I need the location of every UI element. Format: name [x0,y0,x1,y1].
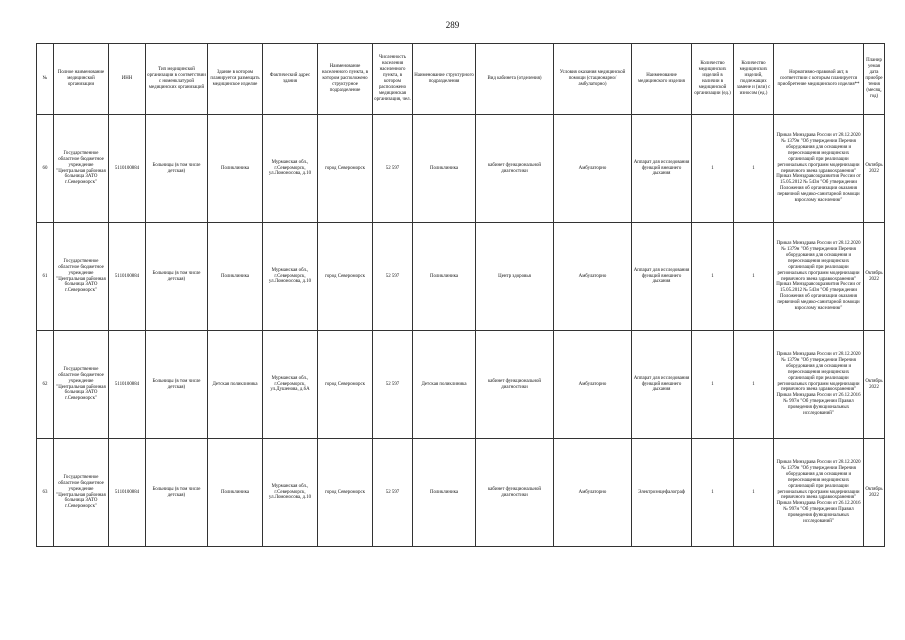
column-header-division: Наименование структурного подразделения [413,44,476,115]
cell-to-replace: 1 [734,439,774,547]
cell-type: Больницы (в том числе детская) [146,331,208,439]
cell-population: 52 597 [373,115,413,223]
column-header-building: Здание в котором планируется размещать медицинское изделие [208,44,263,115]
column-header-purchase-date: Планируемая дата приобретения (месяц, год) [864,44,885,115]
cell-inn: 5110100884 [109,223,146,331]
column-header-cabinet: Вид кабинета (отделения) [476,44,554,115]
cell-num: 61 [37,223,54,331]
cell-building: Поликлиника [208,115,263,223]
cell-address: Мурманская обл., г.Североморск, ул.Душенова, д.6А [263,331,318,439]
cell-to-replace: 1 [734,223,774,331]
cell-building: Поликлиника [208,223,263,331]
cell-division: Поликлиника [413,115,476,223]
cell-org: Государственное областное бюджетное учреждение "Центральная районная больница ЗАТО г.Североморск" [54,439,109,547]
table-row [37,223,885,331]
column-header-inn: ИНН [109,44,146,115]
cell-address: Мурманская обл., г.Североморск, ул.Ломоносова, д.10 [263,439,318,547]
cell-address: Мурманская обл., г.Североморск, ул.Ломоносова, д.10 [263,223,318,331]
cell-legal: Приказ Минздрава России от 28.12.2020 № 1379н "Об утверждении Перечня оборудования для оснащения и переоснащения медицинских организаций при реализации региональных программ модернизации первичного звена здравоохранения" Приказ Минздравсоцразвития России от 15.05.2012 № 543н "Об утверждении Положения об организации оказания первичной медико-санитарной помощи взрослому населению" [774,223,864,331]
cell-cabinet: кабинет функциональной диагностики [476,115,554,223]
cell-address: Мурманская обл., г.Североморск, ул.Ломоносова, д.10 [263,115,318,223]
cell-division: Детская поликлиника [413,331,476,439]
cell-legal: Приказ Минздрава России от 28.12.2020 № 1379н "Об утверждении Перечня оборудования для оснащения и переоснащения медицинских организаций при реализации региональных программ модернизации первичного звена здравоохранения" Приказ Минздрава России от 26.12.2016 № 997н "Об утверждении Правил проведения функциональных исследований" [774,439,864,547]
cell-building: Поликлиника [208,439,263,547]
cell-type: Больницы (в том числе детская) [146,439,208,547]
cell-conditions: Амбулаторно [554,223,632,331]
table-body [37,115,885,547]
cell-inn: 5110100884 [109,331,146,439]
cell-org: Государственное областное бюджетное учреждение "Центральная районная больница ЗАТО г.Североморск" [54,115,109,223]
cell-num: 62 [37,331,54,439]
cell-legal: Приказ Минздрава России от 28.12.2020 № 1379н "Об утверждении Перечня оборудования для оснащения и переоснащения медицинских организаций при реализации региональных программ модернизации первичного звена здравоохранения" Приказ Минздравсоцразвития России от 15.05.2012 № 543н "Об утверждении Положения об организации оказания первичной медико-санитарной помощи взрослому населению" [774,115,864,223]
table-row [37,439,885,547]
cell-legal: Приказ Минздрава России от 28.12.2020 № 1379н "Об утверждении Перечня оборудования для оснащения и переоснащения медицинских организаций при реализации региональных программ модернизации первичного звена здравоохранения" Приказ Минздрава России от 26.12.2016 № 997н "Об утверждении Правил проведения функциональных исследований" [774,331,864,439]
cell-device: Аппарат для исследования функций внешнего дыхания [632,331,692,439]
column-header-in-stock: Количество медицинских изделий в наличии в медицинской организации (ед.) [692,44,734,115]
cell-locality: город Североморск [318,331,373,439]
column-header-device: Наименование медицинского изделия [632,44,692,115]
cell-date: Октябрь 2022 [864,223,885,331]
cell-device: Аппарат для исследования функций внешнего дыхания [632,223,692,331]
cell-num: 60 [37,115,54,223]
cell-conditions: Амбулаторно [554,115,632,223]
cell-building: Детская поликлиника [208,331,263,439]
cell-org: Государственное областное бюджетное учреждение "Центральная районная больница ЗАТО г.Североморск" [54,331,109,439]
cell-num: 63 [37,439,54,547]
table-row [37,115,885,223]
column-header-address: Фактический адрес здания [263,44,318,115]
cell-type: Больницы (в том числе детская) [146,115,208,223]
cell-division: Поликлиника [413,439,476,547]
cell-division: Поликлиника [413,223,476,331]
cell-type: Больницы (в том числе детская) [146,223,208,331]
cell-in-stock: 1 [692,439,734,547]
cell-population: 52 597 [373,331,413,439]
column-header-to-replace: Количество медицинских изделий, подлежащих замене и (или) с износом (ед.) [734,44,774,115]
cell-to-replace: 1 [734,331,774,439]
cell-cabinet: кабинет функциональной диагностики [476,439,554,547]
cell-org: Государственное областное бюджетное учреждение "Центральная районная больница ЗАТО г.Североморск" [54,223,109,331]
cell-in-stock: 1 [692,223,734,331]
cell-inn: 5110100884 [109,439,146,547]
column-header-locality: Наименование населенного пункта, в котором расположено структурное подразделение [318,44,373,115]
cell-population: 52 597 [373,223,413,331]
column-header-conditions: Условия оказания медицинской помощи (стационарно/ амбулаторно) [554,44,632,115]
cell-in-stock: 1 [692,115,734,223]
cell-locality: город Североморск [318,223,373,331]
cell-inn: 5110100884 [109,115,146,223]
column-header-population: Численность населения населенного пункта, в котором расположено медицинская организация, чел. [373,44,413,115]
cell-in-stock: 1 [692,331,734,439]
cell-device: Аппарат для исследования функций внешнего дыхания [632,115,692,223]
page-number: 289 [445,20,460,30]
cell-device: Электроэнцефалограф [632,439,692,547]
table-row [37,331,885,439]
cell-conditions: Амбулаторно [554,439,632,547]
cell-population: 52 597 [373,439,413,547]
column-header-legal-act: Нормативно-правовой акт, в соответствии с которым планируется приобретение медицинского изделия** [774,44,864,115]
cell-locality: город Североморск [318,439,373,547]
column-header-number: № [37,44,54,115]
cell-date: Октябрь 2022 [864,331,885,439]
column-header-org-name: Полное наименование медицинской организации [54,44,109,115]
column-header-org-type: Тип медицинской организации в соответствии с номенклатурой медицинских организаций [146,44,208,115]
cell-cabinet: кабинет функциональной диагностики [476,331,554,439]
cell-locality: город Североморск [318,115,373,223]
cell-cabinet: Центр здоровья [476,223,554,331]
cell-to-replace: 1 [734,115,774,223]
cell-date: Октябрь 2022 [864,439,885,547]
cell-conditions: Амбулаторно [554,331,632,439]
equipment-registry-table [36,43,885,547]
table-header-row [37,44,885,115]
cell-date: Октябрь 2022 [864,115,885,223]
